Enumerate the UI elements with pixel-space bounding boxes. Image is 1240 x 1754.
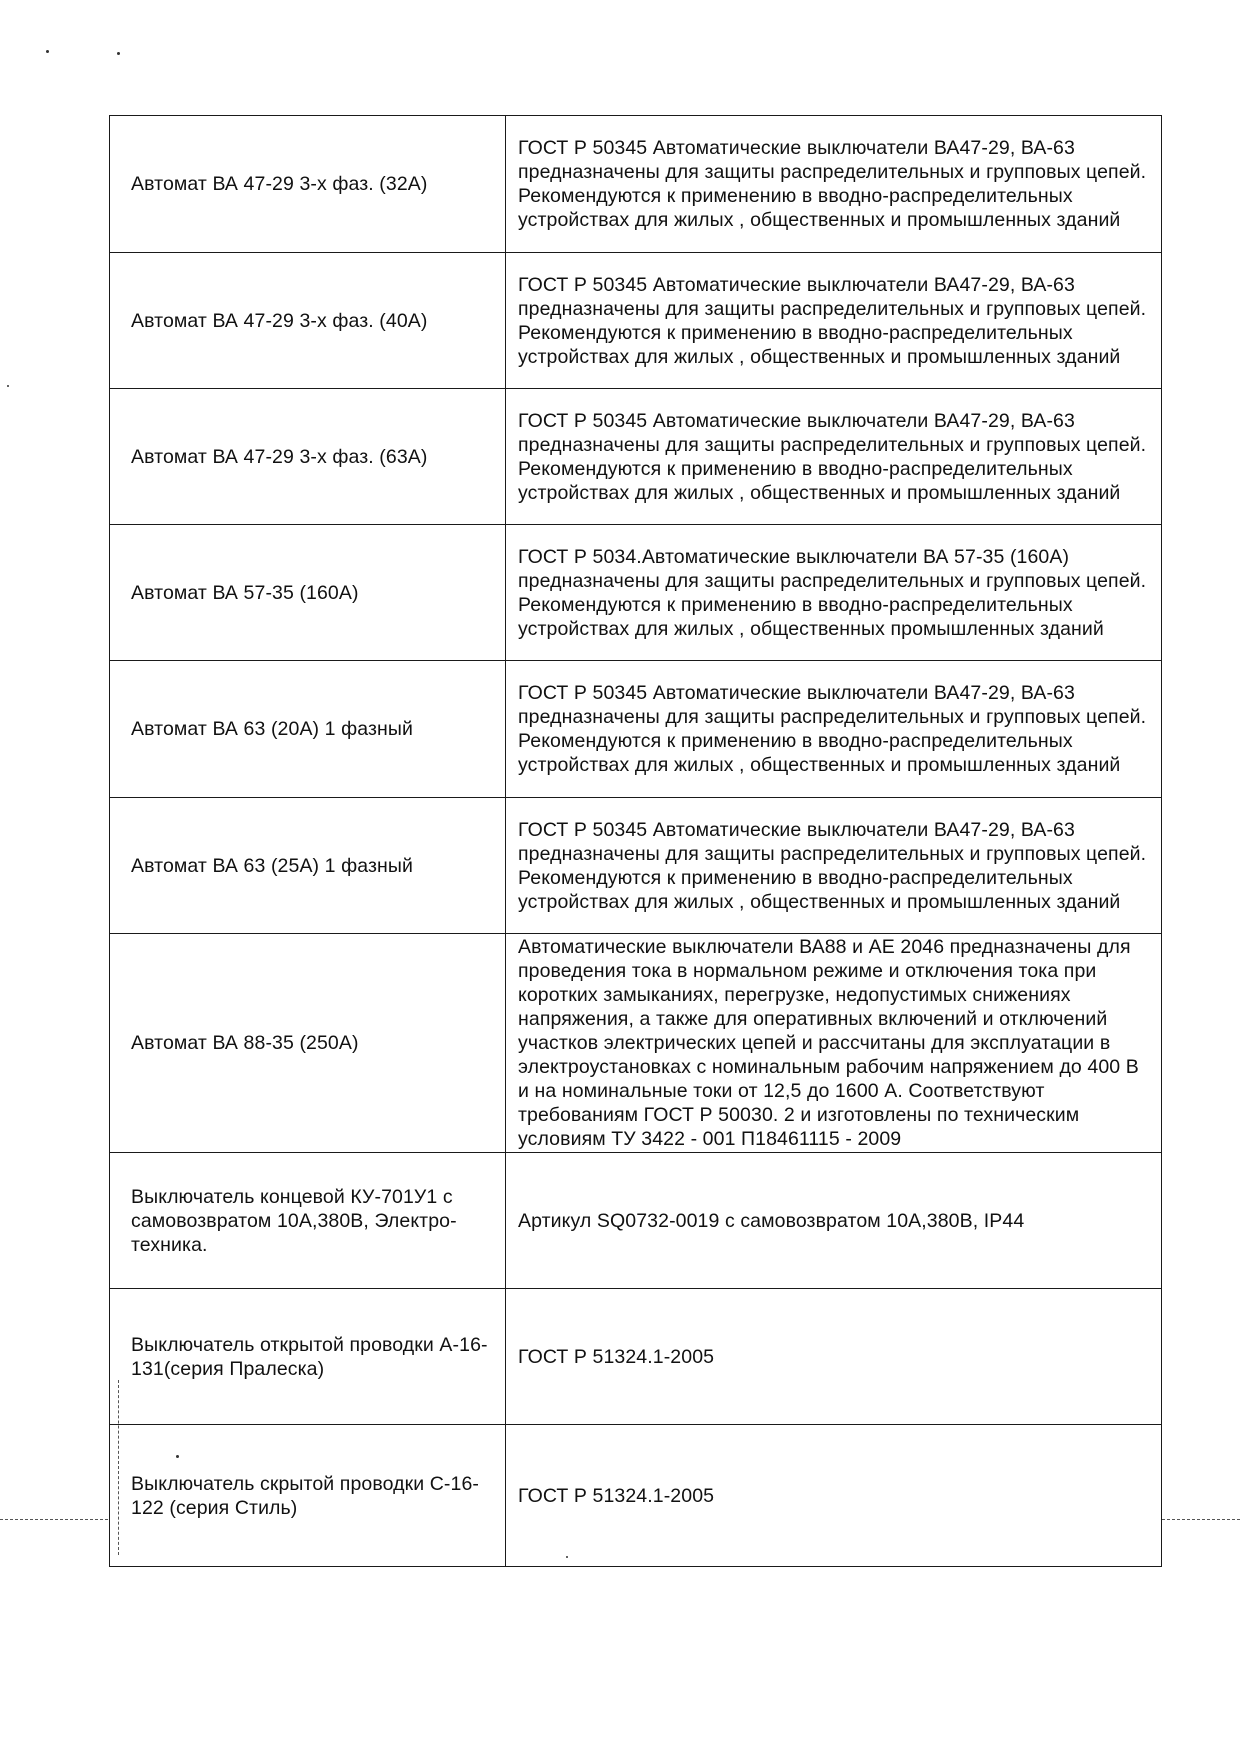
spec-table: [109, 115, 1162, 1567]
scan-speck: [117, 52, 120, 55]
table-row: [110, 1289, 1162, 1425]
product-name-cell: Автомат ВА 88-35 (250А): [110, 934, 506, 1153]
product-name-cell: Выключатель концевой КУ-701У1 с самовозвратом 10А,380В, Электро-техника.: [110, 1153, 506, 1289]
scan-dashed-line: [0, 1519, 108, 1520]
table-row: [110, 661, 1162, 798]
table-row: [110, 934, 1162, 1153]
product-name-cell: Автомат ВА 63 (20А) 1 фазный: [110, 661, 506, 798]
product-description-cell: ГОСТ Р 50345 Автоматические выключатели ВА47-29, ВА-63 предназначены для защиты распределительных и групповых цепей. Рекомендуются к применению в вводно-распределительных устройствах для жилых , общественных и промышленных зданий: [506, 253, 1162, 389]
product-description-cell: ГОСТ Р 50345 Автоматические выключатели ВА47-29, ВА-63 предназначены для защиты распределительных и групповых цепей. Рекомендуются к применению в вводно-распределительных устройствах для жилых , общественных и промышленных зданий: [506, 661, 1162, 798]
table-row: [110, 116, 1162, 253]
scan-speck: [46, 50, 49, 53]
product-name-cell: Автомат ВА 47-29 3-х фаз. (40А): [110, 253, 506, 389]
product-name-cell: Автомат ВА 47-29 3-х фаз. (63А): [110, 389, 506, 525]
scan-speck: [7, 385, 9, 387]
product-name-cell: Выключатель скрытой проводки С-16-122 (серия Стиль): [110, 1425, 506, 1567]
product-description-cell: ГОСТ Р 51324.1-2005: [506, 1289, 1162, 1425]
table-row: [110, 1425, 1162, 1567]
table-row: [110, 525, 1162, 661]
product-name-cell: Автомат ВА 57-35 (160А): [110, 525, 506, 661]
product-description-cell: ГОСТ Р 50345 Автоматические выключатели ВА47-29, ВА-63 предназначены для защиты распределительных и групповых цепей. Рекомендуются к применению в вводно-распределительных устройствах для жилых , общественных и промышленных зданий: [506, 389, 1162, 525]
table-row: [110, 253, 1162, 389]
product-description-cell: ГОСТ Р 5034.Автоматические выключатели ВА 57-35 (160А) предназначены для защиты распределительных и групповых цепей. Рекомендуются к применению в вводно-распределительных устройствах для жилых , общественных промышленных зданий: [506, 525, 1162, 661]
product-description-cell: Артикул SQ0732-0019 с самовозвратом 10А,380В, IP44: [506, 1153, 1162, 1289]
table-row: [110, 389, 1162, 525]
product-name-cell: Автомат ВА 47-29 3-х фаз. (32А): [110, 116, 506, 253]
product-name-cell: Выключатель открытой проводки А-16-131(серия Пралеска): [110, 1289, 506, 1425]
scan-dashed-line: [1162, 1519, 1240, 1520]
product-description-cell: Автоматические выключатели ВА88 и АЕ 2046 предназначены для проведения тока в нормальном режиме и отключения тока при коротких замыканиях, перегрузке, недопустимых снижениях напряжения, а также для оперативных включений и отключений участков электрических цепей и рассчитаны для эксплуатации в электроустановках с номинальным рабочим напряжением до 400 В и на номинальные токи от 12,5 до 1600 А. Соответствуют требованиям ГОСТ Р 50030. 2 и изготовлены по техническим условиям ТУ 3422 - 001 П18461115 - 2009: [506, 934, 1162, 1153]
product-description-cell: ГОСТ Р 50345 Автоматические выключатели ВА47-29, ВА-63 предназначены для защиты распределительных и групповых цепей. Рекомендуются к применению в вводно-распределительных устройствах для жилых , общественных и промышленных зданий: [506, 116, 1162, 253]
product-description-cell: ГОСТ Р 50345 Автоматические выключатели ВА47-29, ВА-63 предназначены для защиты распределительных и групповых цепей. Рекомендуются к применению в вводно-распределительных устройствах для жилых , общественных и промышленных зданий: [506, 798, 1162, 934]
product-name-cell: Автомат ВА 63 (25А) 1 фазный: [110, 798, 506, 934]
table-row: [110, 1153, 1162, 1289]
table-row: [110, 798, 1162, 934]
product-description-cell: ГОСТ Р 51324.1-2005: [506, 1425, 1162, 1567]
